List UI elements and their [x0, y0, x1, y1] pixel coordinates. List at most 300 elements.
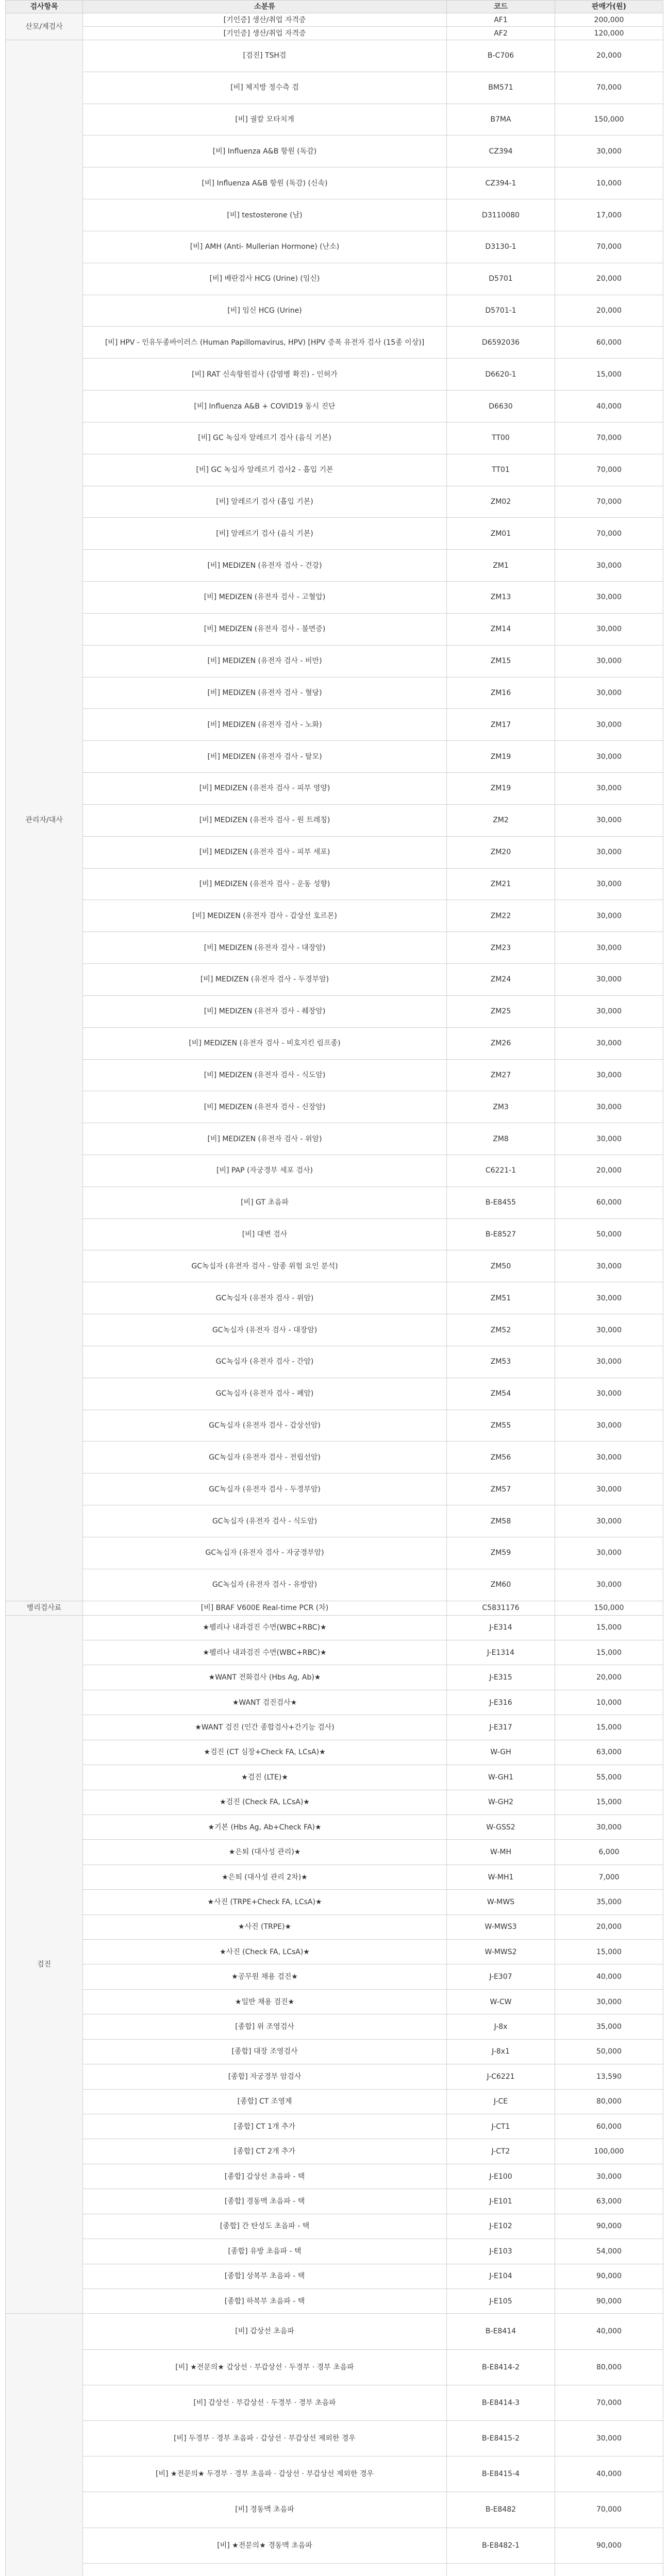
item-name-cell: [비] HPV - 인유두종바이러스 (Human Papillomavirus, HPV) [HPV 증폭 유전자 검사 (15종 이상)]: [83, 327, 447, 359]
item-name-cell: GC녹십자 (유전자 검사 - 간암): [83, 1346, 447, 1378]
table-row: [6, 1027, 663, 1059]
item-price-cell: 30,000: [555, 1314, 663, 1346]
item-price-cell: 30,000: [555, 1569, 663, 1601]
table-row: [6, 1091, 663, 1123]
item-name-cell: [비] MEDIZEN (유전자 검사 - 두경부암): [83, 964, 447, 996]
item-code-cell: ZM01: [447, 518, 555, 550]
table-row: [6, 1314, 663, 1346]
item-code-cell: ZM19: [447, 741, 555, 773]
item-price-cell: 20,000: [555, 40, 663, 72]
item-code-cell: ZM27: [447, 1059, 555, 1091]
table-row: [6, 2385, 663, 2420]
item-code-cell: W-MWS: [447, 1890, 555, 1914]
item-name-cell: [비] 대변 검사: [83, 1218, 447, 1250]
item-name-cell: [비] MEDIZEN (유전자 검사 - 비만): [83, 645, 447, 677]
item-price-cell: 150,000: [555, 1601, 663, 1615]
item-code-cell: ZM50: [447, 1250, 555, 1282]
table-row: [6, 868, 663, 900]
item-price-cell: 35,000: [555, 1890, 663, 1914]
table-row: [6, 263, 663, 295]
item-price-cell: 70,000: [555, 2385, 663, 2420]
table-row: [6, 2528, 663, 2563]
table-row: [6, 995, 663, 1027]
item-price-cell: 30,000: [555, 1989, 663, 2014]
item-name-cell: [비] MEDIZEN (유전자 검사 - 노화): [83, 709, 447, 741]
item-name-cell: [비] MEDIZEN (유전자 검사 - 탈모): [83, 741, 447, 773]
item-price-cell: 70,000: [555, 518, 663, 550]
item-name-cell: [비] 궐칼 모타치게: [83, 104, 447, 135]
item-code-cell: W-GH2: [447, 1790, 555, 1815]
item-price-cell: 20,000: [555, 263, 663, 295]
item-code-cell: CZ394-1: [447, 167, 555, 199]
table-row: [6, 1914, 663, 1939]
table-row: [6, 1569, 663, 1601]
item-name-cell: [비] GT 초음파: [83, 1187, 447, 1218]
item-price-cell: 30,000: [555, 1091, 663, 1123]
item-name-cell: [비] Influenza A&B + COVID19 동시 진단: [83, 391, 447, 422]
table-row: [6, 1250, 663, 1282]
item-code-cell: D3110080: [447, 199, 555, 231]
table-row: [6, 804, 663, 836]
item-name-cell: ★WANT 전화검사 (Hbs Ag, Ab)★: [83, 1665, 447, 1690]
item-code-cell: TT01: [447, 454, 555, 486]
table-row: [6, 295, 663, 327]
item-price-cell: 30,000: [555, 709, 663, 741]
item-name-cell: GC녹십자 (유전자 검사 - 두경부암): [83, 1473, 447, 1505]
table-row: [6, 1790, 663, 1815]
item-code-cell: J-E315: [447, 1665, 555, 1690]
item-name-cell: [비] 갑상선 · 부갑상선 · 두경부 · 경부 초음파: [83, 2385, 447, 2420]
item-name-cell: [종합] 대장 조영검사: [83, 2039, 447, 2064]
table-row: [6, 422, 663, 454]
item-name-cell: [종합] 상복부 초음파 - 택: [83, 2264, 447, 2289]
item-name-cell: [비] 임신 HCG (Urine): [83, 295, 447, 327]
category-cell: 관리자/대사: [6, 40, 83, 1601]
item-price-cell: 30,000: [555, 1123, 663, 1155]
item-name-cell: [비] Influenza A&B 항원 (독감) (신속): [83, 167, 447, 199]
item-code-cell: J-8x1: [447, 2039, 555, 2064]
item-name-cell: [비] MEDIZEN (유전자 검사 - 불면증): [83, 613, 447, 645]
item-code-cell: ZM58: [447, 1505, 555, 1537]
item-code-cell: ZM16: [447, 677, 555, 709]
item-name-cell: [비] MEDIZEN (유전자 검사 - 위암): [83, 1123, 447, 1155]
item-price-cell: 30,000: [555, 1346, 663, 1378]
item-code-cell: ZM3: [447, 1091, 555, 1123]
item-code-cell: ZM26: [447, 1027, 555, 1059]
item-name-cell: [비] MEDIZEN (유전자 검사 - 비호지킨 림프종): [83, 1027, 447, 1059]
item-code-cell: [447, 2563, 555, 2576]
item-name-cell: [비] MEDIZEN (유전자 검사 - 피부 영양): [83, 773, 447, 805]
item-code-cell: ZM1: [447, 550, 555, 582]
item-code-cell: J-E317: [447, 1715, 555, 1740]
item-name-cell: [비] MEDIZEN (유전자 검사 - 고혈압): [83, 582, 447, 614]
item-price-cell: 30,000: [555, 677, 663, 709]
item-name-cell: ★공무원 채용 검진★: [83, 1964, 447, 1989]
item-code-cell: ZM24: [447, 964, 555, 996]
item-code-cell: W-MWS3: [447, 1914, 555, 1939]
table-row: [6, 1964, 663, 1989]
item-price-cell: 40,000: [555, 1964, 663, 1989]
item-code-cell: J-E101: [447, 2189, 555, 2214]
table-row: [6, 2089, 663, 2114]
item-name-cell: [종합] 자궁경부 암검사: [83, 2064, 447, 2089]
item-name-cell: [종합] CT 조영제: [83, 2089, 447, 2114]
item-name-cell: [비] ★전문의★ 경동맥 초음파: [83, 2528, 447, 2563]
item-price-cell: 10,000: [555, 167, 663, 199]
item-code-cell: J-E104: [447, 2264, 555, 2289]
item-price-cell: 30,000: [555, 135, 663, 167]
item-price-cell: 60,000: [555, 1187, 663, 1218]
item-code-cell: D6592036: [447, 327, 555, 359]
item-name-cell: ★WANT 검진 (인간 종합검사+간기능 검사): [83, 1715, 447, 1740]
item-price-cell: 6,000: [555, 1840, 663, 1865]
item-code-cell: J-E316: [447, 1690, 555, 1715]
table-row: [6, 1473, 663, 1505]
table-row: [6, 199, 663, 231]
table-row: [6, 1690, 663, 1715]
item-name-cell: [비] MEDIZEN (유전자 검사 - 췌장암): [83, 995, 447, 1027]
item-price-cell: 50,000: [555, 1218, 663, 1250]
item-code-cell: J-E314: [447, 1615, 555, 1640]
item-code-cell: J-CT2: [447, 2139, 555, 2164]
item-name-cell: [비] GC 녹십자 알레르기 검사 (음식 기본): [83, 422, 447, 454]
price-table: [5, 0, 663, 2576]
category-cell: [6, 2314, 83, 2576]
table-row: [6, 773, 663, 805]
item-price-cell: 50,000: [555, 2039, 663, 2064]
item-price-cell: 30,000: [555, 1410, 663, 1442]
item-code-cell: B-E8527: [447, 1218, 555, 1250]
table-row: [6, 40, 663, 72]
item-price-cell: 30,000: [555, 1815, 663, 1839]
item-price-cell: 20,000: [555, 295, 663, 327]
item-name-cell: [비] MEDIZEN (유전자 검사 - 갑상선 호르몬): [83, 900, 447, 932]
table-row: [6, 454, 663, 486]
item-price-cell: 70,000: [555, 72, 663, 104]
item-code-cell: ZM25: [447, 995, 555, 1027]
table-row: [6, 1346, 663, 1378]
item-name-cell: [종합] 유방 초음파 - 택: [83, 2239, 447, 2264]
item-code-cell: B-E8415-2: [447, 2420, 555, 2456]
item-code-cell: B-E8414-3: [447, 2385, 555, 2420]
item-price-cell: 10,000: [555, 1690, 663, 1715]
item-name-cell: ★사진 (TRPE+Check FA, LCsA)★: [83, 1890, 447, 1914]
table-row: [6, 2239, 663, 2264]
item-price-cell: 15,000: [555, 1715, 663, 1740]
table-row: [6, 1410, 663, 1442]
item-price-cell: 120,000: [555, 27, 663, 40]
item-price-cell: 15,000: [555, 1790, 663, 1815]
item-price-cell: 30,000: [555, 900, 663, 932]
table-row: [6, 2420, 663, 2456]
item-code-cell: ZM13: [447, 582, 555, 614]
item-price-cell: 60,000: [555, 327, 663, 359]
item-name-cell: [비] MEDIZEN (유전자 검사 - 대장암): [83, 932, 447, 964]
item-code-cell: ZM23: [447, 932, 555, 964]
item-name-cell: ★검진 (CT 심장+Check FA, LCsA)★: [83, 1740, 447, 1765]
item-price-cell: 63,000: [555, 1740, 663, 1765]
item-name-cell: [비] 체지방 정수측 검: [83, 72, 447, 104]
item-code-cell: ZM20: [447, 836, 555, 868]
item-code-cell: ZM19: [447, 773, 555, 805]
table-header-row: [6, 1, 663, 13]
item-code-cell: B-C706: [447, 40, 555, 72]
item-name-cell: GC녹십자 (유전자 검사 - 폐암): [83, 1378, 447, 1410]
item-price-cell: 30,000: [555, 1537, 663, 1569]
item-price-cell: 20,000: [555, 1665, 663, 1690]
table-row: [6, 964, 663, 996]
item-code-cell: ZM59: [447, 1537, 555, 1569]
table-row: [6, 1601, 663, 1615]
item-name-cell: GC녹십자 (유전자 검사 - 식도암): [83, 1505, 447, 1537]
item-name-cell: [비] MEDIZEN (유전자 검사 - 혈당): [83, 677, 447, 709]
item-price-cell: 90,000: [555, 2289, 663, 2313]
table-row: [6, 1940, 663, 1964]
table-row: [6, 2349, 663, 2385]
item-price-cell: 200,000: [555, 13, 663, 27]
table-row: [6, 27, 663, 40]
table-row: [6, 1715, 663, 1740]
item-name-cell: [종합] CT 1개 추가: [83, 2114, 447, 2139]
table-row: [6, 231, 663, 263]
table-row: [6, 1059, 663, 1091]
header-category: 검사항목: [6, 1, 83, 13]
item-name-cell: [비] PAP (자궁경부 세포 검사): [83, 1155, 447, 1187]
item-code-cell: J-CE: [447, 2089, 555, 2114]
item-code-cell: J-E1314: [447, 1640, 555, 1665]
table-row: [6, 1890, 663, 1914]
item-code-cell: W-GSS2: [447, 1815, 555, 1839]
item-price-cell: 30,000: [555, 1473, 663, 1505]
item-name-cell: GC녹십자 (유전자 검사 - 대장암): [83, 1314, 447, 1346]
item-price-cell: 90,000: [555, 2528, 663, 2563]
item-name-cell: GC녹십자 (유전자 검사 - 암종 위험 요인 분석): [83, 1250, 447, 1282]
item-code-cell: D5701-1: [447, 295, 555, 327]
item-name-cell: [종합] CT 2개 추가: [83, 2139, 447, 2164]
item-code-cell: TT00: [447, 422, 555, 454]
item-code-cell: ZM55: [447, 1410, 555, 1442]
item-name-cell: [비] 알레르기 검사 (음식 기본): [83, 518, 447, 550]
item-price-cell: 13,590: [555, 2064, 663, 2089]
item-code-cell: J-E102: [447, 2214, 555, 2239]
item-price-cell: 30,000: [555, 645, 663, 677]
item-code-cell: ZM8: [447, 1123, 555, 1155]
table-row: [6, 2164, 663, 2189]
item-name-cell: [비] Influenza A&B 항원 (독감): [83, 135, 447, 167]
item-name-cell: GC녹십자 (유전자 검사 - 유방암): [83, 1569, 447, 1601]
table-row: [6, 135, 663, 167]
table-row: [6, 2114, 663, 2139]
table-row: [6, 2014, 663, 2039]
item-price-cell: 30,000: [555, 550, 663, 582]
table-row: [6, 836, 663, 868]
item-price-cell: 20,000: [555, 1914, 663, 1939]
item-code-cell: AF1: [447, 13, 555, 27]
item-price-cell: 60,000: [555, 2114, 663, 2139]
item-name-cell: [비] MEDIZEN (유전자 검사 - 건강): [83, 550, 447, 582]
item-code-cell: ZM54: [447, 1378, 555, 1410]
table-row: [6, 167, 663, 199]
table-row: [6, 72, 663, 104]
table-row: [6, 1740, 663, 1765]
item-name-cell: [검진] TSH검: [83, 40, 447, 72]
item-code-cell: W-GH: [447, 1740, 555, 1765]
item-name-cell: [비] 갑상선 초음파: [83, 2314, 447, 2349]
item-name-cell: [종합] 갑상선 초음파 - 택: [83, 2164, 447, 2189]
item-price-cell: 70,000: [555, 422, 663, 454]
table-row: [6, 2264, 663, 2289]
item-price-cell: 70,000: [555, 2492, 663, 2528]
table-row: [6, 1615, 663, 1640]
item-price-cell: 90,000: [555, 2214, 663, 2239]
item-name-cell: [비] BRAF V600E Real-time PCR (차): [83, 1601, 447, 1615]
item-code-cell: ZM2: [447, 804, 555, 836]
item-price-cell: 17,000: [555, 199, 663, 231]
item-code-cell: C6221-1: [447, 1155, 555, 1187]
item-name-cell: ★펠리나 내과검진 수면(WBC+RBC)★: [83, 1615, 447, 1640]
table-row: [6, 677, 663, 709]
header-code: 코드: [447, 1, 555, 13]
item-code-cell: D5701: [447, 263, 555, 295]
item-code-cell: B-E8482-1: [447, 2528, 555, 2563]
item-price-cell: 30,000: [555, 804, 663, 836]
item-price-cell: 70,000: [555, 231, 663, 263]
item-price-cell: 30,000: [555, 613, 663, 645]
item-price-cell: 70,000: [555, 486, 663, 518]
table-row: [6, 932, 663, 964]
item-code-cell: AF2: [447, 27, 555, 40]
item-code-cell: ZM52: [447, 1314, 555, 1346]
table-row: [6, 359, 663, 391]
item-code-cell: W-MWS2: [447, 1940, 555, 1964]
item-price-cell: 30,000: [555, 741, 663, 773]
item-code-cell: D6620-1: [447, 359, 555, 391]
item-price-cell: 30,000: [555, 2420, 663, 2456]
table-row: [6, 1187, 663, 1218]
item-code-cell: W-MH: [447, 1840, 555, 1865]
item-code-cell: ZM15: [447, 645, 555, 677]
table-row: [6, 486, 663, 518]
item-price-cell: 30,000: [555, 1505, 663, 1537]
item-code-cell: ZM60: [447, 1569, 555, 1601]
item-code-cell: ZM53: [447, 1346, 555, 1378]
table-row: [6, 582, 663, 614]
item-name-cell: [비] 배란검사 HCG (Urine) (임신): [83, 263, 447, 295]
item-name-cell: ★사진 (TRPE)★: [83, 1914, 447, 1939]
table-row: [6, 327, 663, 359]
table-row: [6, 2289, 663, 2313]
item-name-cell: [비] MEDIZEN (유전자 검사 - 신장암): [83, 1091, 447, 1123]
item-price-cell: 30,000: [555, 995, 663, 1027]
item-name-cell: [비] AMH (Anti- Mullerian Hormone) (난소): [83, 231, 447, 263]
table-row: [6, 1865, 663, 1889]
item-name-cell: GC녹십자 (유전자 검사 - 위암): [83, 1282, 447, 1314]
item-name-cell: [종합] 간 탄성도 초음파 - 택: [83, 2214, 447, 2239]
header-name: 소분류: [83, 1, 447, 13]
table-row: [6, 1537, 663, 1569]
table-row: [6, 1442, 663, 1473]
item-name-cell: GC녹십자 (유전자 검사 - 전립선암): [83, 1442, 447, 1473]
item-code-cell: D3130-1: [447, 231, 555, 263]
item-name-cell: ★은퇴 (대사성 관리)★: [83, 1840, 447, 1865]
item-price-cell: 30,000: [555, 1250, 663, 1282]
table-row: [6, 1282, 663, 1314]
category-cell: 병리검사료: [6, 1601, 83, 1615]
table-row: [6, 550, 663, 582]
table-row: [6, 1840, 663, 1865]
item-name-cell: GC녹십자 (유전자 검사 - 자궁경부암): [83, 1537, 447, 1569]
item-name-cell: [비] ★전문의★ 갑상선 · 부갑상선 · 두경부 · 경부 초음파: [83, 2349, 447, 2385]
item-name-cell: [종합] 위 조영검사: [83, 2014, 447, 2039]
item-code-cell: B-E8414: [447, 2314, 555, 2349]
item-code-cell: C5831176: [447, 1601, 555, 1615]
item-code-cell: B7MA: [447, 104, 555, 135]
item-code-cell: B-E8415-4: [447, 2456, 555, 2492]
item-code-cell: W-MH1: [447, 1865, 555, 1889]
item-price-cell: 40,000: [555, 2456, 663, 2492]
item-price-cell: 63,000: [555, 2189, 663, 2214]
item-name-cell: ★검진 (Check FA, LCsA)★: [83, 1790, 447, 1815]
item-price-cell: 30,000: [555, 964, 663, 996]
item-name-cell: [83, 2563, 447, 2576]
item-name-cell: [비] 경동맥 초음파: [83, 2492, 447, 2528]
table-row: [6, 1989, 663, 2014]
item-price-cell: 15,000: [555, 1640, 663, 1665]
item-code-cell: BM571: [447, 72, 555, 104]
item-price-cell: 30,000: [555, 932, 663, 964]
table-row: [6, 2189, 663, 2214]
item-code-cell: J-C6221: [447, 2064, 555, 2089]
table-row: [6, 900, 663, 932]
item-price-cell: 30,000: [555, 2164, 663, 2189]
item-price-cell: 150,000: [555, 104, 663, 135]
item-code-cell: B-E8414-2: [447, 2349, 555, 2385]
item-price-cell: 15,000: [555, 1940, 663, 1964]
item-name-cell: ★일반 채용 검진★: [83, 1989, 447, 2014]
table-row: [6, 2563, 663, 2576]
table-row: [6, 2214, 663, 2239]
item-price-cell: 7,000: [555, 1865, 663, 1889]
item-code-cell: ZM02: [447, 486, 555, 518]
table-row: [6, 2039, 663, 2064]
table-row: [6, 391, 663, 422]
item-code-cell: ZM51: [447, 1282, 555, 1314]
item-name-cell: [비] MEDIZEN (유전자 검사 - 원 트레칭): [83, 804, 447, 836]
table-row: [6, 518, 663, 550]
item-price-cell: 15,000: [555, 1615, 663, 1640]
item-price-cell: 80,000: [555, 2089, 663, 2114]
table-row: [6, 1505, 663, 1537]
table-row: [6, 645, 663, 677]
item-code-cell: W-CW: [447, 1989, 555, 2014]
item-code-cell: D6630: [447, 391, 555, 422]
item-name-cell: ★검진 (LTE)★: [83, 1765, 447, 1790]
item-price-cell: 54,000: [555, 2239, 663, 2264]
item-code-cell: J-8x: [447, 2014, 555, 2039]
item-name-cell: [비] MEDIZEN (유전자 검사 - 식도암): [83, 1059, 447, 1091]
item-code-cell: B-E8455: [447, 1187, 555, 1218]
item-price-cell: 15,000: [555, 359, 663, 391]
item-price-cell: 30,000: [555, 868, 663, 900]
table-row: [6, 1640, 663, 1665]
item-price-cell: 40,000: [555, 2314, 663, 2349]
item-name-cell: [기인증] 생산/취업 자격증: [83, 27, 447, 40]
item-code-cell: B-E8482: [447, 2492, 555, 2528]
table-row: [6, 2492, 663, 2528]
item-name-cell: [비] testosterone (남): [83, 199, 447, 231]
item-price-cell: 55,000: [555, 1765, 663, 1790]
item-code-cell: J-E307: [447, 1964, 555, 1989]
